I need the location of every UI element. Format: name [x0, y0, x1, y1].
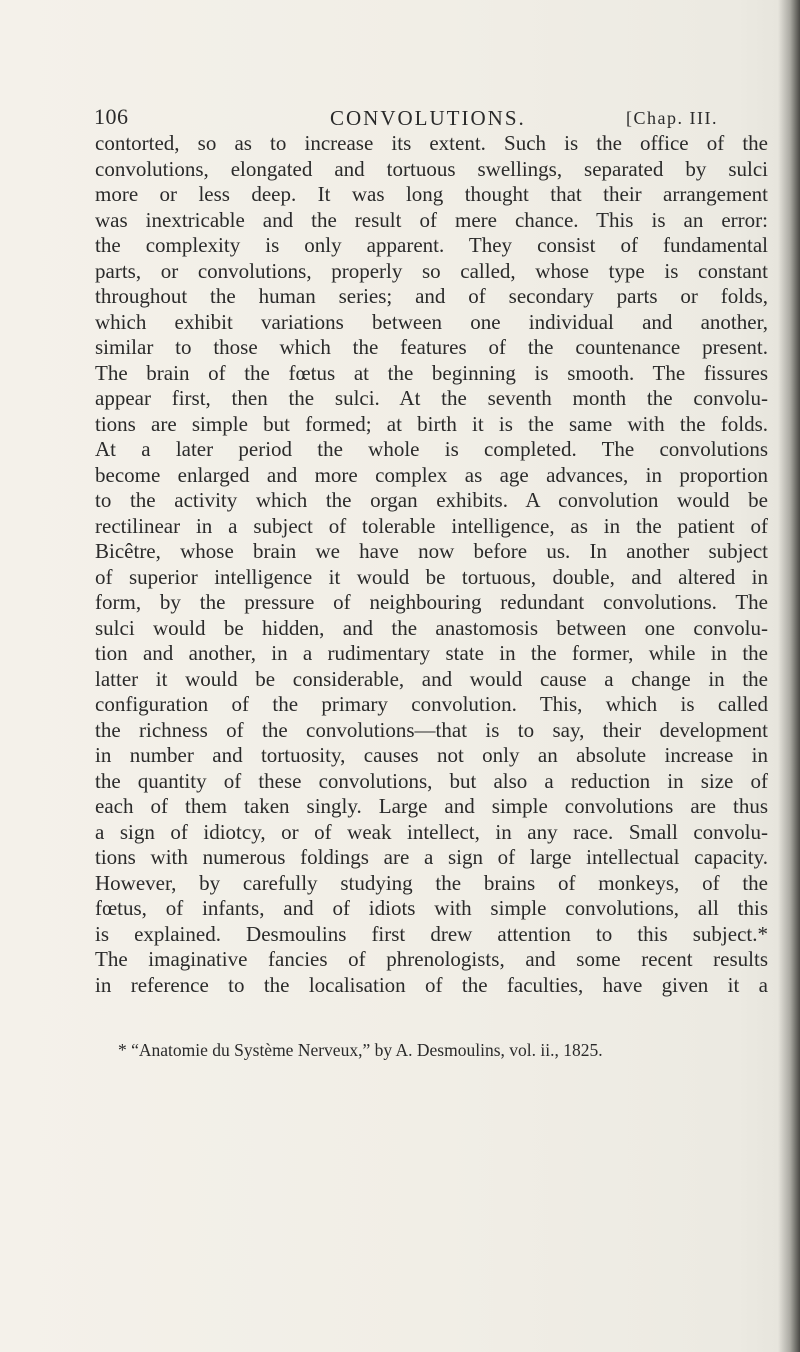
running-head: CONVOLUTIONS. [330, 106, 526, 130]
text-line: in reference to the localisation of the faculties, have given it a [95, 972, 768, 997]
text-line: Bicêtre, whose brain we have now before us. In another subject [95, 539, 768, 563]
text-line: throughout the human series; and of secondary parts or folds, [95, 284, 768, 308]
text-line: a sign of idiotcy, or of weak intellect, in any race. Small convolu- [95, 819, 768, 844]
text-line: tions are simple but formed; at birth it is the same with the folds. [95, 411, 768, 436]
text-line: similar to those which the features of the countenance present. [95, 335, 768, 359]
chapter-mark: [Chap. III. [626, 108, 718, 128]
footnote: * “Anatomie du Système Nerveux,” by A. Desmoulins, vol. ii., 1825. [118, 1040, 603, 1060]
text-line: rectilinear in a subject of tolerable intelligence, as in the patient of [95, 513, 768, 538]
text-line: appear first, then the sulci. At the seventh month the convolu- [95, 386, 768, 410]
text-line: The imaginative fancies of phrenologists, and some recent results [95, 947, 768, 971]
text-line: However, by carefully studying the brains of monkeys, of the [95, 870, 768, 895]
page-number: 106 [94, 104, 129, 129]
text-line: become enlarged and more complex as age advances, in proportion [95, 462, 768, 487]
text-line: the quantity of these convolutions, but also a reduction in size of [95, 768, 768, 793]
text-line: tions with numerous foldings are a sign of large intellectual capacity. [95, 845, 768, 869]
text-line: form, by the pressure of neighbouring redundant convolutions. The [95, 590, 768, 614]
text-line: parts, or convolutions, properly so called, whose type is constant [95, 258, 768, 283]
text-line: of superior intelligence it would be tortuous, double, and altered in [95, 564, 768, 589]
text-line: the complexity is only apparent. They consist of fundamental [95, 233, 768, 257]
text-line: configuration of the primary convolution. This, which is called [95, 692, 768, 716]
text-line: was inextricable and the result of mere chance. This is an error: [95, 207, 768, 232]
text-line: in number and tortuosity, causes not only an absolute increase in [95, 743, 768, 767]
text-line: contorted, so as to increase its extent. Such is the office of the [95, 131, 768, 155]
text-line: tion and another, in a rudimentary state in the former, while in the [95, 641, 768, 665]
text-line: fœtus, of infants, and of idiots with simple convolutions, all this [95, 896, 768, 920]
text-line: At a later period the whole is completed. The convolutions [95, 437, 768, 461]
text-line: which exhibit variations between one individual and another, [95, 309, 768, 334]
text-line: the richness of the convolutions—that is to say, their development [95, 717, 768, 742]
text-line: is explained. Desmoulins first drew attention to this subject.* [95, 921, 768, 946]
text-line: sulci would be hidden, and the anastomosis between one convolu- [95, 615, 768, 640]
text-line: The brain of the fœtus at the beginning is smooth. The fissures [95, 360, 768, 385]
text-line: each of them taken singly. Large and simple convolutions are thus [95, 794, 768, 818]
body-text [95, 131, 768, 998]
text-line: latter it would be considerable, and would cause a change in the [95, 666, 768, 691]
text-line: to the activity which the organ exhibits. A convolution would be [95, 488, 768, 512]
text-line: convolutions, elongated and tortuous swellings, separated by sulci [95, 156, 768, 181]
page-edge-shadow [778, 0, 800, 1352]
text-line: more or less deep. It was long thought that their arrangement [95, 182, 768, 206]
